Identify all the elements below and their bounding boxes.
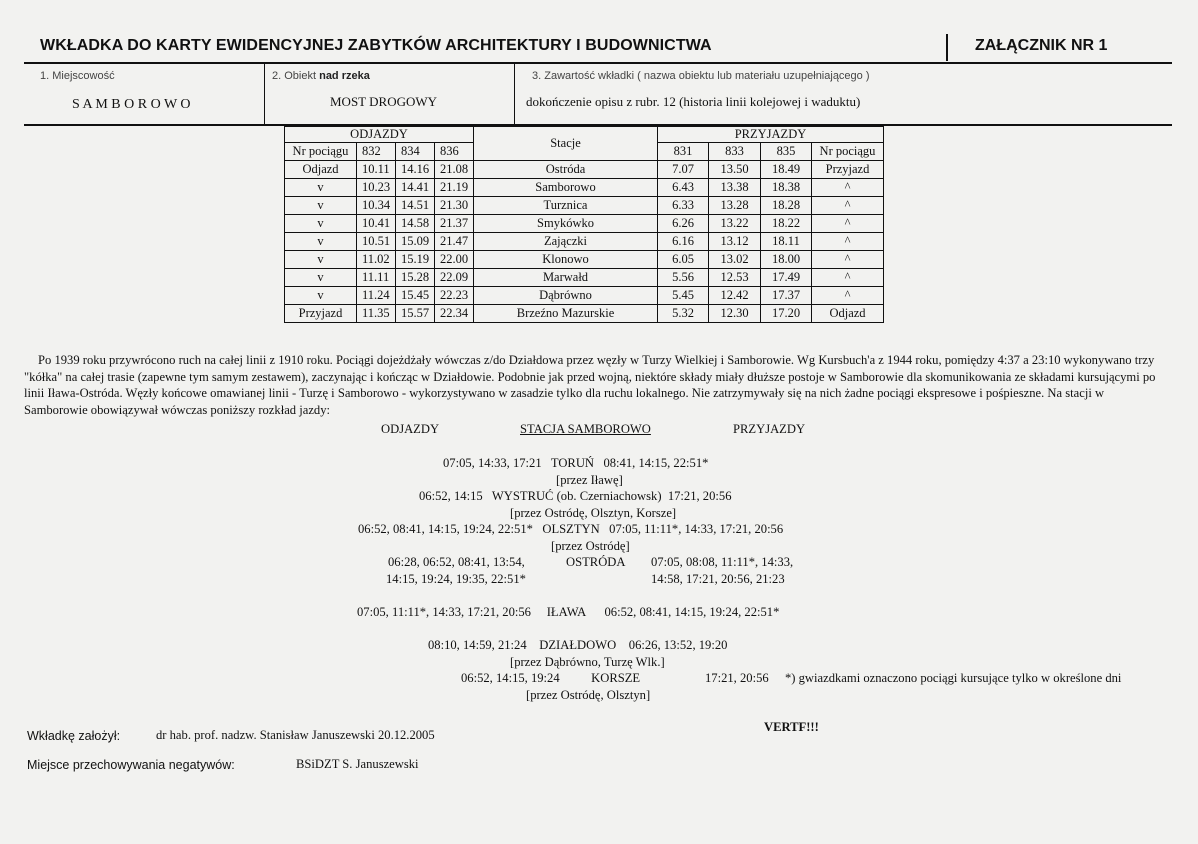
schedule-line-ilawa: 07:05, 11:11*, 14:33, 17:21, 20:56 IŁAWA 06:52, 08:41, 14:15, 19:24, 22:51* <box>357 605 780 619</box>
dep-note: Odjazd <box>285 161 357 179</box>
dep-note: v <box>285 251 357 269</box>
schedule-line-olsztyn: 06:52, 08:41, 14:15, 19:24, 22:51* OLSZTYN 07:05, 11:11*, 14:33, 17:21, 20:56 <box>358 522 784 536</box>
dep-train-number: 832 <box>357 143 396 161</box>
timetable-header-row-1 <box>285 127 884 143</box>
arr-time: 17.49 <box>761 269 812 287</box>
arr-time: 18.49 <box>761 161 812 179</box>
arr-time: 13.22 <box>709 215 761 233</box>
dep-time: 21.19 <box>435 179 474 197</box>
arr-train-no-label: Nr pociągu <box>812 143 884 161</box>
station-name: Klonowo <box>474 251 658 269</box>
arr-time: 6.43 <box>658 179 709 197</box>
arr-time: 17.37 <box>761 287 812 305</box>
timetable-body <box>285 161 884 323</box>
field-divider-1 <box>264 63 265 125</box>
schedule-departures-header: ODJAZDY <box>381 422 440 436</box>
dep-time: 11.35 <box>357 305 396 323</box>
schedule-route-note: [przez Dąbrówno, Turzę Wlk.] <box>510 655 665 669</box>
arr-time: 13.28 <box>709 197 761 215</box>
storage-value: BSiDZT S. Januszewski <box>296 757 419 771</box>
dep-time: 14.58 <box>396 215 435 233</box>
schedule-ostroda-arr-2: 14:58, 17:21, 20:56, 21:23 <box>651 572 785 586</box>
dep-time: 15.19 <box>396 251 435 269</box>
dep-time: 21.08 <box>435 161 474 179</box>
field-object-label-bold: nad rzeka <box>319 70 370 82</box>
stamp-text: VERTF!!! <box>764 720 819 734</box>
departures-header: ODJAZDY <box>285 127 474 143</box>
dep-time: 10.11 <box>357 161 396 179</box>
dep-note: v <box>285 269 357 287</box>
arr-time: 12.42 <box>709 287 761 305</box>
dep-time: 14.16 <box>396 161 435 179</box>
arr-note: ^ <box>812 269 884 287</box>
author-label: Wkładkę założył: <box>27 729 121 743</box>
schedule-korsze-arr: 17:21, 20:56 <box>705 671 769 685</box>
schedule-ostroda-dep-2: 14:15, 19:24, 19:35, 22:51* <box>386 572 526 586</box>
schedule-line-korsze: 06:52, 14:15, 19:24 KORSZE <box>461 671 641 685</box>
schedule-ostroda-arr-1: 07:05, 08:08, 11:11*, 14:33, <box>651 555 794 569</box>
timetable-row <box>285 287 884 305</box>
field-object-value: MOST DROGOWY <box>330 94 438 109</box>
arr-time: 18.00 <box>761 251 812 269</box>
station-name: Turznica <box>474 197 658 215</box>
arr-time: 5.56 <box>658 269 709 287</box>
station-name: Ostróda <box>474 161 658 179</box>
arr-time: 18.22 <box>761 215 812 233</box>
dep-note: Przyjazd <box>285 305 357 323</box>
dep-time: 22.23 <box>435 287 474 305</box>
arr-time: 17.20 <box>761 305 812 323</box>
dep-time: 22.09 <box>435 269 474 287</box>
dep-time: 11.24 <box>357 287 396 305</box>
header-rule <box>24 62 1172 64</box>
schedule-arrivals-header: PRZYJAZDY <box>733 422 806 436</box>
arr-note: Odjazd <box>812 305 884 323</box>
dep-time: 10.41 <box>357 215 396 233</box>
schedule-route-note: [przez Ostródę, Olsztyn] <box>526 688 651 702</box>
arr-time: 18.38 <box>761 179 812 197</box>
timetable-row <box>285 215 884 233</box>
dep-time: 21.37 <box>435 215 474 233</box>
arr-time: 18.11 <box>761 233 812 251</box>
field-divider-2 <box>514 63 515 125</box>
dep-time: 14.51 <box>396 197 435 215</box>
card-title: WKŁADKA DO KARTY EWIDENCYJNEJ ZABYTKÓW ARCHITEKTURY I BUDOWNICTWA <box>40 37 712 54</box>
station-name: Samborowo <box>474 179 658 197</box>
station-name: Smykówko <box>474 215 658 233</box>
dep-note: v <box>285 197 357 215</box>
dep-time: 10.34 <box>357 197 396 215</box>
arr-time: 18.28 <box>761 197 812 215</box>
dep-time: 21.30 <box>435 197 474 215</box>
schedule-route-note: [przez Ostródę] <box>551 539 630 553</box>
arr-train-number: 831 <box>658 143 709 161</box>
arr-note: ^ <box>812 215 884 233</box>
schedule-station-header: STACJA SAMBOROWO <box>520 422 651 436</box>
arr-time: 6.16 <box>658 233 709 251</box>
arr-note: ^ <box>812 197 884 215</box>
arr-time: 6.26 <box>658 215 709 233</box>
arr-time: 5.45 <box>658 287 709 305</box>
field-object-label-prefix: 2. Obiekt <box>272 70 317 82</box>
dep-time: 11.11 <box>357 269 396 287</box>
arr-note: ^ <box>812 251 884 269</box>
author-value: dr hab. prof. nadzw. Stanisław Januszewski 20.12.2005 <box>156 728 435 742</box>
dep-time: 15.57 <box>396 305 435 323</box>
dep-note: v <box>285 179 357 197</box>
dep-note: v <box>285 215 357 233</box>
arrivals-header: PRZYJAZDY <box>658 127 884 143</box>
schedule-line-torun: 07:05, 14:33, 17:21 TORUŃ 08:41, 14:15, 22:51* <box>443 456 709 470</box>
field-contents-label: 3. Zawartość wkładki ( nazwa obiektu lub materiału uzupełniającego ) <box>532 70 870 82</box>
dep-train-no-label: Nr pociągu <box>285 143 357 161</box>
arr-time: 6.05 <box>658 251 709 269</box>
dep-time: 15.45 <box>396 287 435 305</box>
arr-train-number: 835 <box>761 143 812 161</box>
dep-time: 22.34 <box>435 305 474 323</box>
timetable <box>284 126 884 323</box>
arr-train-number: 833 <box>709 143 761 161</box>
arr-time: 13.12 <box>709 233 761 251</box>
arr-time: 5.32 <box>658 305 709 323</box>
timetable-row <box>285 179 884 197</box>
field-contents-value: dokończenie opisu z rubr. 12 (historia linii kolejowej i waduktu) <box>526 94 861 109</box>
arr-time: 13.02 <box>709 251 761 269</box>
timetable-row <box>285 197 884 215</box>
arr-time: 12.30 <box>709 305 761 323</box>
arr-time: 6.33 <box>658 197 709 215</box>
schedule-route-note: [przez Iławę] <box>556 473 623 487</box>
arr-time: 12.53 <box>709 269 761 287</box>
dep-note: v <box>285 287 357 305</box>
dep-time: 22.00 <box>435 251 474 269</box>
arr-time: 13.38 <box>709 179 761 197</box>
field-object-label <box>272 70 370 82</box>
arr-time: 13.50 <box>709 161 761 179</box>
timetable-row <box>285 305 884 323</box>
schedule-ostroda-dep-1: 06:28, 06:52, 08:41, 13:54, <box>388 555 525 569</box>
schedule-route-note: [przez Ostródę, Olsztyn, Korsze] <box>510 506 677 520</box>
arr-note: ^ <box>812 179 884 197</box>
dep-train-number: 836 <box>435 143 474 161</box>
arr-note: ^ <box>812 287 884 305</box>
stations-header: Stacje <box>474 127 658 161</box>
dep-time: 21.47 <box>435 233 474 251</box>
arr-note: ^ <box>812 233 884 251</box>
schedule-line-wystruc: 06:52, 14:15 WYSTRUĆ (ob. Czerniachowsk) 17:21, 20:56 <box>419 489 732 503</box>
dep-time: 15.09 <box>396 233 435 251</box>
timetable-row <box>285 233 884 251</box>
arr-time: 7.07 <box>658 161 709 179</box>
schedule-ostroda-station: OSTRÓDA <box>566 555 626 569</box>
dep-time: 14.41 <box>396 179 435 197</box>
station-name: Dąbrówno <box>474 287 658 305</box>
header-divider <box>946 34 948 61</box>
storage-label: Miejsce przechowywania negatywów: <box>27 758 235 772</box>
dep-time: 10.51 <box>357 233 396 251</box>
dep-note: v <box>285 233 357 251</box>
arr-note: Przyjazd <box>812 161 884 179</box>
station-name: Marwałd <box>474 269 658 287</box>
dep-time: 15.28 <box>396 269 435 287</box>
dep-time: 10.23 <box>357 179 396 197</box>
field-locality-value: S A M B O R O W O <box>72 97 191 112</box>
dep-time: 11.02 <box>357 251 396 269</box>
timetable-row <box>285 161 884 179</box>
timetable-row <box>285 269 884 287</box>
schedule-footnote: *) gwiazdkami oznaczono pociągi kursujące tylko w określone dni <box>785 671 1122 685</box>
timetable-row <box>285 251 884 269</box>
history-paragraph: Po 1939 roku przywrócono ruch na całej linii z 1910 roku. Pociągi dojeżdżały wówczas z/do Działdowa przez węzły w Turzy Wielkiej i Samborowie. Wg Kursbuch'a z 1944 roku, pomiędzy 4:37 a 23:10 wykonywano trzy "kółka" na całej trasie (zapewne tym samym zestawem), zaczynając i kończąc w Działdowie. Podobnie jak przed wojną, niektóre składy miały dłuższe postoje w Samborowie dla skomunikowania ze składami kursującymi po linii Iława-Ostróda. Węzły końcowe omawianej linii - Turzę i Samborowo - wykorzystywano w zasadzie tylko dla ruchu lokalnego. Nie zatrzymywały się na nich żadne pociągi ekspresowe i pośpieszne. Na stacji w Samborowie obowiązywał wówczas poniższy rozkład jazdy: <box>24 353 1156 417</box>
station-name: Brzeźno Mazurskie <box>474 305 658 323</box>
dep-train-number: 834 <box>396 143 435 161</box>
annex-label: ZAŁĄCZNIK NR 1 <box>975 37 1108 54</box>
schedule-line-dzialdowo: 08:10, 14:59, 21:24 DZIAŁDOWO 06:26, 13:52, 19:20 <box>428 638 728 652</box>
field-locality-label: 1. Miejscowość <box>40 70 115 82</box>
station-name: Zajączki <box>474 233 658 251</box>
